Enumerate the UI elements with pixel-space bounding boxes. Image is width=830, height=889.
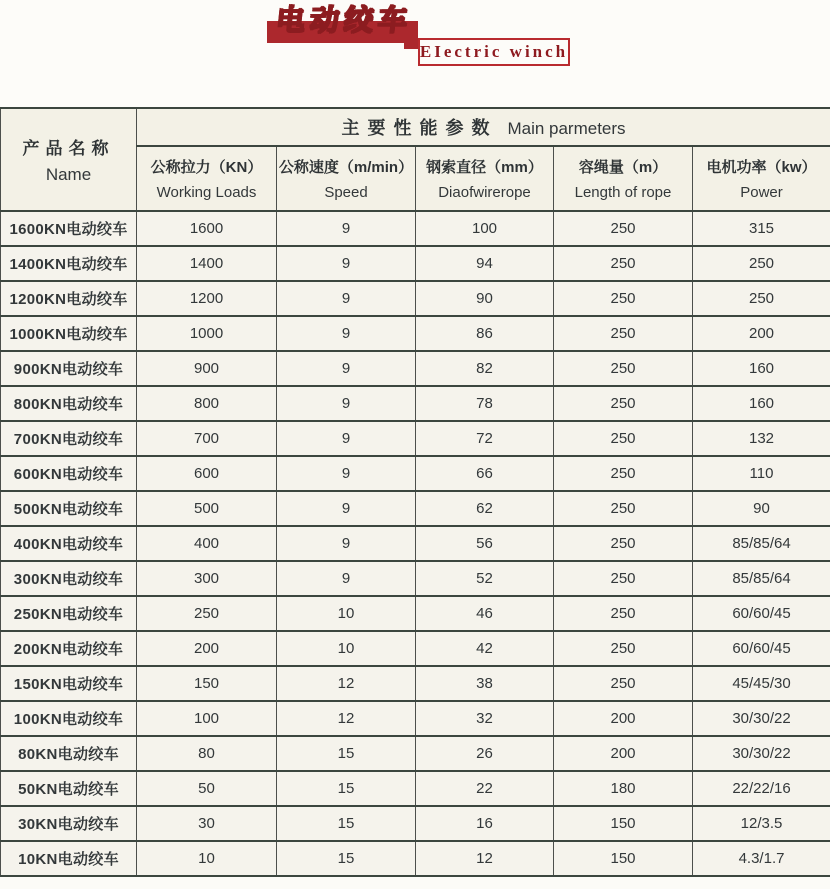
value-cell: 250 (554, 386, 693, 421)
page-subtitle: EIectric winch (419, 42, 569, 61)
value-cell: 9 (277, 281, 416, 316)
value-cell: 60/60/45 (693, 596, 830, 631)
value-cell: 45/45/30 (693, 666, 830, 701)
value-cell: 15 (277, 806, 416, 841)
table-row (1, 736, 830, 771)
value-cell: 400 (137, 526, 277, 561)
product-name-cell: 80KN电动绞车 (1, 736, 137, 771)
product-name-cell: 150KN电动绞车 (1, 666, 137, 701)
value-cell: 250 (554, 246, 693, 281)
value-cell: 90 (693, 491, 830, 526)
value-cell: 180 (554, 771, 693, 806)
value-cell: 250 (693, 281, 830, 316)
table-row (1, 841, 830, 876)
value-cell: 52 (416, 561, 554, 596)
product-name-cell: 400KN电动绞车 (1, 526, 137, 561)
value-cell: 250 (554, 211, 693, 246)
product-name-cell: 500KN电动绞车 (1, 491, 137, 526)
value-cell: 150 (137, 666, 277, 701)
value-cell: 300 (137, 561, 277, 596)
column-header-en: Working Loads (156, 184, 257, 201)
value-cell: 9 (277, 526, 416, 561)
value-cell: 30/30/22 (693, 701, 830, 736)
column-header-en: Diaofwirerope (438, 184, 531, 201)
value-cell: 72 (416, 421, 554, 456)
table-row (1, 386, 830, 421)
value-cell: 85/85/64 (693, 561, 830, 596)
value-cell: 30 (137, 806, 277, 841)
value-cell: 250 (554, 526, 693, 561)
product-name-cell: 1000KN电动绞车 (1, 316, 137, 351)
table-row (1, 456, 830, 491)
value-cell: 10 (277, 596, 416, 631)
value-cell: 160 (693, 386, 830, 421)
value-cell: 50 (137, 771, 277, 806)
value-cell: 250 (554, 281, 693, 316)
spec-table (0, 107, 830, 877)
value-cell: 1000 (137, 316, 277, 351)
value-cell: 250 (554, 456, 693, 491)
value-cell: 250 (693, 246, 830, 281)
value-cell: 9 (277, 211, 416, 246)
value-cell: 16 (416, 806, 554, 841)
value-cell: 42 (416, 631, 554, 666)
column-header (277, 146, 416, 211)
value-cell: 26 (416, 736, 554, 771)
column-header (693, 146, 830, 211)
page-title: 电动绞车 (274, 5, 414, 37)
spec-table-body (1, 211, 830, 876)
column-header-zh: 公称速度（m/min） (278, 159, 414, 176)
value-cell: 200 (137, 631, 277, 666)
value-cell: 250 (554, 596, 693, 631)
column-header-en: Length of rope (574, 184, 672, 201)
value-cell: 56 (416, 526, 554, 561)
value-cell: 82 (416, 351, 554, 386)
value-cell: 86 (416, 316, 554, 351)
table-row (1, 211, 830, 246)
value-cell: 12 (277, 666, 416, 701)
value-cell: 700 (137, 421, 277, 456)
value-cell: 250 (554, 351, 693, 386)
value-cell: 9 (277, 491, 416, 526)
table-row (1, 806, 830, 841)
value-cell: 250 (554, 421, 693, 456)
value-cell: 32 (416, 701, 554, 736)
column-header-en: Power (740, 184, 783, 201)
value-cell: 600 (137, 456, 277, 491)
product-name-cell: 900KN电动绞车 (1, 351, 137, 386)
value-cell: 22/22/16 (693, 771, 830, 806)
product-name-cell: 600KN电动绞车 (1, 456, 137, 491)
value-cell: 250 (137, 596, 277, 631)
product-name-cell: 300KN电动绞车 (1, 561, 137, 596)
value-cell: 12/3.5 (693, 806, 830, 841)
value-cell: 38 (416, 666, 554, 701)
value-cell: 800 (137, 386, 277, 421)
column-header-zh: 容绳量（m） (578, 159, 668, 176)
page-header (0, 0, 830, 107)
value-cell: 250 (554, 316, 693, 351)
table-row (1, 561, 830, 596)
value-cell: 90 (416, 281, 554, 316)
column-header-product-name (1, 108, 137, 211)
value-cell: 1600 (137, 211, 277, 246)
value-cell: 22 (416, 771, 554, 806)
table-row (1, 421, 830, 456)
product-name-cell: 30KN电动绞车 (1, 806, 137, 841)
value-cell: 250 (554, 491, 693, 526)
value-cell: 100 (137, 701, 277, 736)
value-cell: 9 (277, 456, 416, 491)
product-name-cell: 1400KN电动绞车 (1, 246, 137, 281)
value-cell: 15 (277, 736, 416, 771)
main-parameters-header-en: Main parmeters (507, 119, 626, 138)
table-row (1, 596, 830, 631)
value-cell: 132 (693, 421, 830, 456)
value-cell: 94 (416, 246, 554, 281)
value-cell: 62 (416, 491, 554, 526)
table-row (1, 701, 830, 736)
value-cell: 315 (693, 211, 830, 246)
value-cell: 9 (277, 561, 416, 596)
value-cell: 110 (693, 456, 830, 491)
column-header-en: Speed (324, 184, 368, 201)
subtitle-box (418, 38, 570, 66)
value-cell: 15 (277, 771, 416, 806)
value-cell: 150 (554, 806, 693, 841)
product-name-cell: 1200KN电动绞车 (1, 281, 137, 316)
column-header-zh: 公称拉力（KN） (150, 159, 263, 176)
product-name-cell: 50KN电动绞车 (1, 771, 137, 806)
product-name-cell: 700KN电动绞车 (1, 421, 137, 456)
table-row (1, 526, 830, 561)
value-cell: 150 (554, 841, 693, 876)
table-row (1, 316, 830, 351)
table-row (1, 666, 830, 701)
main-header-row (1, 108, 830, 146)
value-cell: 9 (277, 246, 416, 281)
value-cell: 100 (416, 211, 554, 246)
value-cell: 9 (277, 316, 416, 351)
product-name-cell: 250KN电动绞车 (1, 596, 137, 631)
product-name-cell: 800KN电动绞车 (1, 386, 137, 421)
value-cell: 30/30/22 (693, 736, 830, 771)
value-cell: 80 (137, 736, 277, 771)
value-cell: 9 (277, 421, 416, 456)
value-cell: 85/85/64 (693, 526, 830, 561)
value-cell: 200 (554, 701, 693, 736)
value-cell: 500 (137, 491, 277, 526)
value-cell: 46 (416, 596, 554, 631)
column-header-zh: 钢索直径（mm） (426, 159, 543, 176)
value-cell: 9 (277, 386, 416, 421)
value-cell: 66 (416, 456, 554, 491)
column-header (554, 146, 693, 211)
value-cell: 60/60/45 (693, 631, 830, 666)
value-cell: 4.3/1.7 (693, 841, 830, 876)
table-row (1, 281, 830, 316)
value-cell: 12 (416, 841, 554, 876)
value-cell: 160 (693, 351, 830, 386)
value-cell: 900 (137, 351, 277, 386)
table-row (1, 491, 830, 526)
product-name-cell: 100KN电动绞车 (1, 701, 137, 736)
value-cell: 10 (277, 631, 416, 666)
table-row (1, 771, 830, 806)
product-name-cell: 1600KN电动绞车 (1, 211, 137, 246)
table-row (1, 351, 830, 386)
table-row (1, 246, 830, 281)
value-cell: 1200 (137, 281, 277, 316)
value-cell: 1400 (137, 246, 277, 281)
value-cell: 250 (554, 666, 693, 701)
main-parameters-header-zh: 主要性能参数 (341, 118, 498, 138)
value-cell: 200 (693, 316, 830, 351)
value-cell: 10 (137, 841, 277, 876)
column-header-product-name-en: Name (45, 165, 92, 184)
value-cell: 250 (554, 561, 693, 596)
value-cell: 12 (277, 701, 416, 736)
column-header (137, 146, 277, 211)
value-cell: 250 (554, 631, 693, 666)
value-cell: 200 (554, 736, 693, 771)
value-cell: 78 (416, 386, 554, 421)
value-cell: 15 (277, 841, 416, 876)
value-cell: 9 (277, 351, 416, 386)
column-header-product-name-zh: 产品名称 (22, 139, 115, 158)
table-row (1, 631, 830, 666)
column-header (416, 146, 554, 211)
product-name-cell: 10KN电动绞车 (1, 841, 137, 876)
main-parameters-header (137, 108, 830, 146)
column-header-zh: 电机功率（kw） (706, 159, 817, 176)
product-name-cell: 200KN电动绞车 (1, 631, 137, 666)
